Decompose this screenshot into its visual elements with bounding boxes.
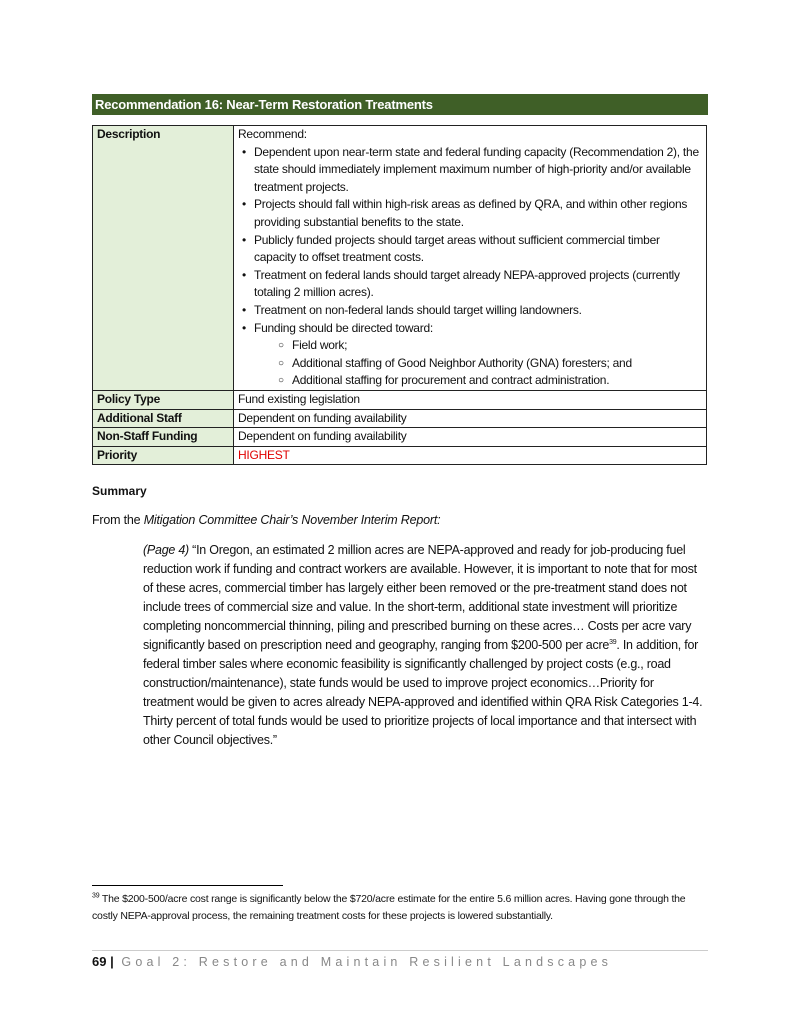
row-label: Description [93, 126, 234, 391]
row-label: Policy Type [93, 390, 234, 409]
list-item: • Publicly funded projects should target areas without sufficient commercial timber capacity to offset treatment costs. [254, 232, 702, 267]
source-title: Mitigation Committee Chair’s November Interim Report: [143, 513, 441, 527]
row-label: Priority [93, 446, 234, 465]
quote-text: . In addition, for federal timber sales where economic feasibility is significantly challenged by project costs (e.g., road construction/maintenance), state funds would be used to improve project economics…Priority for treatment would be given to acres already NEPA-approved and identified within QRA Risk Categories 1-4. Thirty percent of total funds would be used to prioritize projects of local importance and that intersect with other Council objectives.” [143, 638, 703, 747]
sub-list-item: ○ Additional staffing of Good Neighbor Authority (GNA) foresters; and [254, 355, 702, 373]
bullet-list [238, 144, 702, 390]
list-item: • Projects should fall within high-risk areas as defined by QRA, and within other regions providing substantial benefits to the state. [254, 196, 702, 231]
footnote-number: 39 [92, 892, 100, 900]
source-line [92, 513, 440, 527]
table-row [93, 390, 707, 409]
description-cell [234, 126, 707, 391]
page-footer [92, 954, 612, 969]
priority-value: HIGHEST [234, 446, 707, 465]
quote-block [143, 541, 703, 750]
sub-list-item: ○ Field work; [254, 337, 702, 355]
recommendation-table [92, 125, 707, 465]
footnote [92, 891, 712, 925]
footnote-text: The $200-500/acre cost range is significantly below the $720/acre estimate for the entire 5.6 million acres. Having gone through the costly NEPA-approval process, the remaining treatment costs for these projects is lowered substantially. [92, 893, 686, 922]
row-label: Non-Staff Funding [93, 428, 234, 447]
quote-text: “In Oregon, an estimated 2 million acres are NEPA-approved and ready for job-producing fuel reduction work if funding and contract workers are available. However, it is important to note that for most of these acres, commercial timber has largely either been removed or the pre-treatment stand does not include trees of commercial size and value. In the short-term, additional state investment will prioritize completing noncommercial thinning, piling and prescribed burning on these acres… Costs per acre vary significantly based on prescription need and geography, ranging from $200-500 per acre [143, 543, 697, 652]
sub-list-item: ○ Additional staffing for procurement and contract administration. [254, 372, 702, 390]
table-row [93, 428, 707, 447]
footer-divider [92, 950, 708, 951]
list-item: • Treatment on federal lands should target already NEPA-approved projects (currently totaling 2 million acres). [254, 267, 702, 302]
row-value: Dependent on funding availability [234, 409, 707, 428]
table-row [93, 126, 707, 391]
table-row [93, 446, 707, 465]
description-intro: Recommend: [238, 127, 307, 141]
footnote-divider [92, 885, 283, 886]
source-prefix: From the [92, 513, 144, 527]
summary-heading: Summary [92, 484, 147, 498]
footnote-reference[interactable]: 39 [609, 638, 617, 646]
list-item: • Dependent upon near-term state and federal funding capacity (Recommendation 2), the state should immediately implement maximum number of high-priority and/or available treatment projects. [254, 144, 702, 197]
list-item: • Treatment on non-federal lands should target willing landowners. [254, 302, 702, 320]
list-item: • Funding should be directed toward: [254, 320, 702, 338]
row-value: Dependent on funding availability [234, 428, 707, 447]
recommendation-title: Recommendation 16: Near-Term Restoration Treatments [92, 94, 708, 115]
page-number: 69 | [92, 954, 114, 969]
row-value: Fund existing legislation [234, 390, 707, 409]
section-title: Goal 2: Restore and Maintain Resilient Landscapes [113, 955, 613, 969]
table-row [93, 409, 707, 428]
row-label: Additional Staff [93, 409, 234, 428]
quote-page-ref: (Page 4) [143, 543, 189, 557]
